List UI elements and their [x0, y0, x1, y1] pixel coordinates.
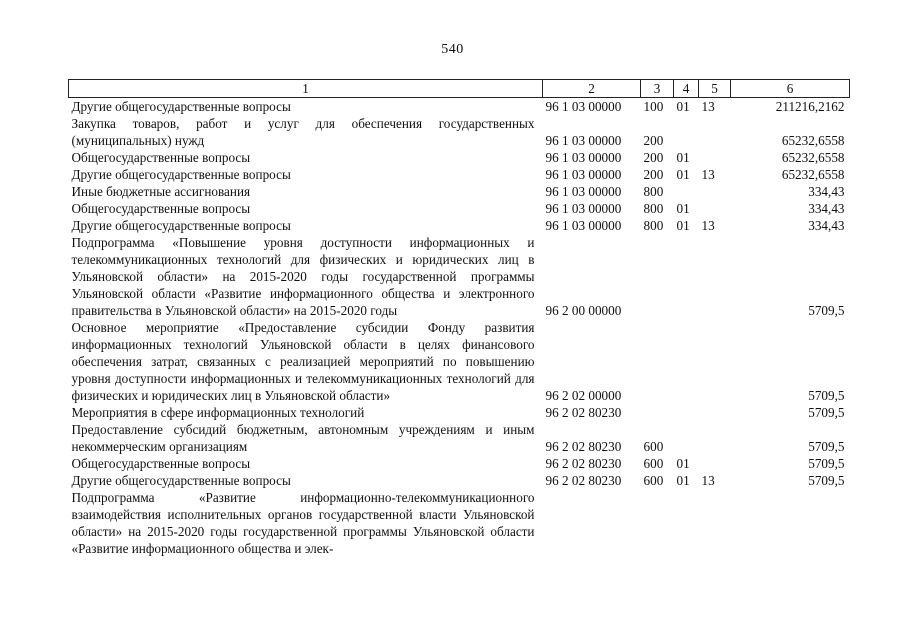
row-section: 01 — [676, 99, 690, 114]
row-name: Общегосударственные вопросы — [71, 201, 251, 216]
row-name: Общегосударственные вопросы — [71, 150, 251, 165]
row-subsection: 13 — [701, 218, 715, 233]
row-target-code: 96 2 02 00000 — [545, 388, 622, 403]
row-expense-type: 800 — [643, 184, 664, 199]
row-target-code: 96 2 02 80230 — [545, 405, 622, 420]
row-name: Основное мероприятие «Предоставление субсидии Фонду развития информационных технологий Ульяновской области в целях финансового обеспечения затрат, связанных с реализацией мероприятий по повышению уровня доступности информационных и телекоммуникационных технологий для физических и юридических лиц в Ульяновской области» — [71, 320, 535, 403]
row-name: Закупка товаров, работ и услуг для обеспечения государственных (муниципальных) нужд — [71, 116, 535, 148]
row-amount: 5709,5 — [808, 388, 845, 403]
header-col-5: 5 — [699, 80, 731, 98]
header-col-1: 1 — [69, 80, 543, 98]
row-section — [674, 404, 699, 421]
row-name: Другие общегосударственные вопросы — [71, 167, 291, 182]
row-amount: 334,43 — [808, 201, 845, 216]
row-subsection — [699, 455, 731, 472]
table-row — [69, 489, 850, 557]
header-col-4: 4 — [674, 80, 699, 98]
row-expense-type — [641, 404, 674, 421]
row-amount: 65232,6558 — [781, 150, 845, 165]
header-col-2: 2 — [543, 80, 641, 98]
row-amount: 5709,5 — [808, 473, 845, 488]
row-section — [674, 421, 699, 455]
table-row — [69, 200, 850, 217]
row-target-code: 96 1 03 00000 — [545, 133, 622, 148]
table-row — [69, 472, 850, 489]
row-subsection — [699, 319, 731, 404]
row-target-code: 96 2 00 00000 — [545, 303, 622, 318]
row-amount: 65232,6558 — [781, 133, 845, 148]
row-section — [674, 489, 699, 557]
row-section: 01 — [676, 150, 690, 165]
row-amount — [731, 489, 850, 557]
table-row — [69, 149, 850, 166]
row-subsection — [699, 115, 731, 149]
table-row — [69, 217, 850, 234]
row-section — [674, 319, 699, 404]
header-col-3: 3 — [641, 80, 674, 98]
budget-table — [68, 79, 850, 557]
row-target-code: 96 2 02 80230 — [545, 439, 622, 454]
row-name: Другие общегосударственные вопросы — [71, 473, 291, 488]
row-expense-type: 800 — [643, 218, 664, 233]
row-section: 01 — [676, 218, 690, 233]
row-target-code: 96 1 03 00000 — [545, 218, 622, 233]
table-row — [69, 166, 850, 183]
row-expense-type: 200 — [643, 133, 664, 148]
row-section: 01 — [676, 201, 690, 216]
row-amount: 5709,5 — [808, 439, 845, 454]
row-target-code: 96 1 03 00000 — [545, 99, 622, 114]
table-row — [69, 421, 850, 455]
row-name: Подпрограмма «Развитие информационно-телекоммуникационного взаимодействия исполнительных органов государственной власти Ульяновской области» на 2015-2020 годы государственной программы Ульяновской области «Развитие информационного общества и элек- — [71, 490, 535, 556]
row-name: Другие общегосударственные вопросы — [71, 218, 291, 233]
row-subsection — [699, 421, 731, 455]
page-number: 540 — [441, 42, 464, 57]
row-expense-type: 100 — [643, 99, 664, 114]
row-expense-type: 800 — [643, 201, 664, 216]
table-row — [69, 455, 850, 472]
row-section: 01 — [676, 456, 690, 471]
row-name: Другие общегосударственные вопросы — [71, 99, 291, 114]
row-amount: 65232,6558 — [781, 167, 845, 182]
row-amount: 334,43 — [808, 218, 845, 233]
row-amount: 211216,2162 — [775, 99, 845, 114]
row-amount: 5709,5 — [808, 405, 845, 420]
row-amount: 5709,5 — [808, 303, 845, 318]
row-target-code: 96 2 02 80230 — [545, 456, 622, 471]
row-section — [674, 183, 699, 200]
row-expense-type: 600 — [643, 473, 664, 488]
row-expense-type: 200 — [643, 150, 664, 165]
table-row — [69, 319, 850, 404]
header-row — [69, 80, 850, 98]
row-section: 01 — [676, 167, 690, 182]
row-subsection — [699, 234, 731, 319]
table-row — [69, 183, 850, 200]
row-name: Мероприятия в сфере информационных технологий — [71, 405, 365, 420]
row-expense-type — [641, 319, 674, 404]
row-name: Подпрограмма «Повышение уровня доступности информационных и телекоммуникационных технологий для физических и юридических лиц в Ульяновской области» на 2015-2020 годы государственной программы Ульяновской области «Развитие информационного общества и электронного правительства в Ульяновской области» на 2015-2020 годы — [71, 235, 535, 318]
table-row — [69, 404, 850, 421]
row-name: Общегосударственные вопросы — [71, 456, 251, 471]
table-row — [69, 115, 850, 149]
row-name: Предоставление субсидий бюджетным, автономным учреждениям и иным некоммерческим организациям — [71, 422, 535, 454]
row-name: Иные бюджетные ассигнования — [71, 184, 251, 199]
row-subsection — [699, 183, 731, 200]
row-target-code — [543, 489, 641, 557]
row-section: 01 — [676, 473, 690, 488]
row-expense-type — [641, 489, 674, 557]
row-amount: 334,43 — [808, 184, 845, 199]
row-subsection: 13 — [701, 167, 715, 182]
row-subsection — [699, 489, 731, 557]
row-target-code: 96 1 03 00000 — [545, 201, 622, 216]
row-subsection: 13 — [701, 473, 715, 488]
row-amount: 5709,5 — [808, 456, 845, 471]
row-section — [674, 234, 699, 319]
row-expense-type: 200 — [643, 167, 664, 182]
header-col-6: 6 — [731, 80, 850, 98]
row-subsection — [699, 200, 731, 217]
row-expense-type — [641, 234, 674, 319]
row-section — [674, 115, 699, 149]
row-subsection: 13 — [701, 99, 715, 114]
row-expense-type: 600 — [643, 456, 664, 471]
row-subsection — [699, 149, 731, 166]
row-subsection — [699, 404, 731, 421]
table-body — [69, 98, 850, 558]
table-row — [69, 234, 850, 319]
row-target-code: 96 2 02 80230 — [545, 473, 622, 488]
row-target-code: 96 1 03 00000 — [545, 150, 622, 165]
table-header — [69, 80, 850, 98]
table-row — [69, 98, 850, 116]
row-target-code: 96 1 03 00000 — [545, 184, 622, 199]
row-expense-type: 600 — [643, 439, 664, 454]
row-target-code: 96 1 03 00000 — [545, 167, 622, 182]
